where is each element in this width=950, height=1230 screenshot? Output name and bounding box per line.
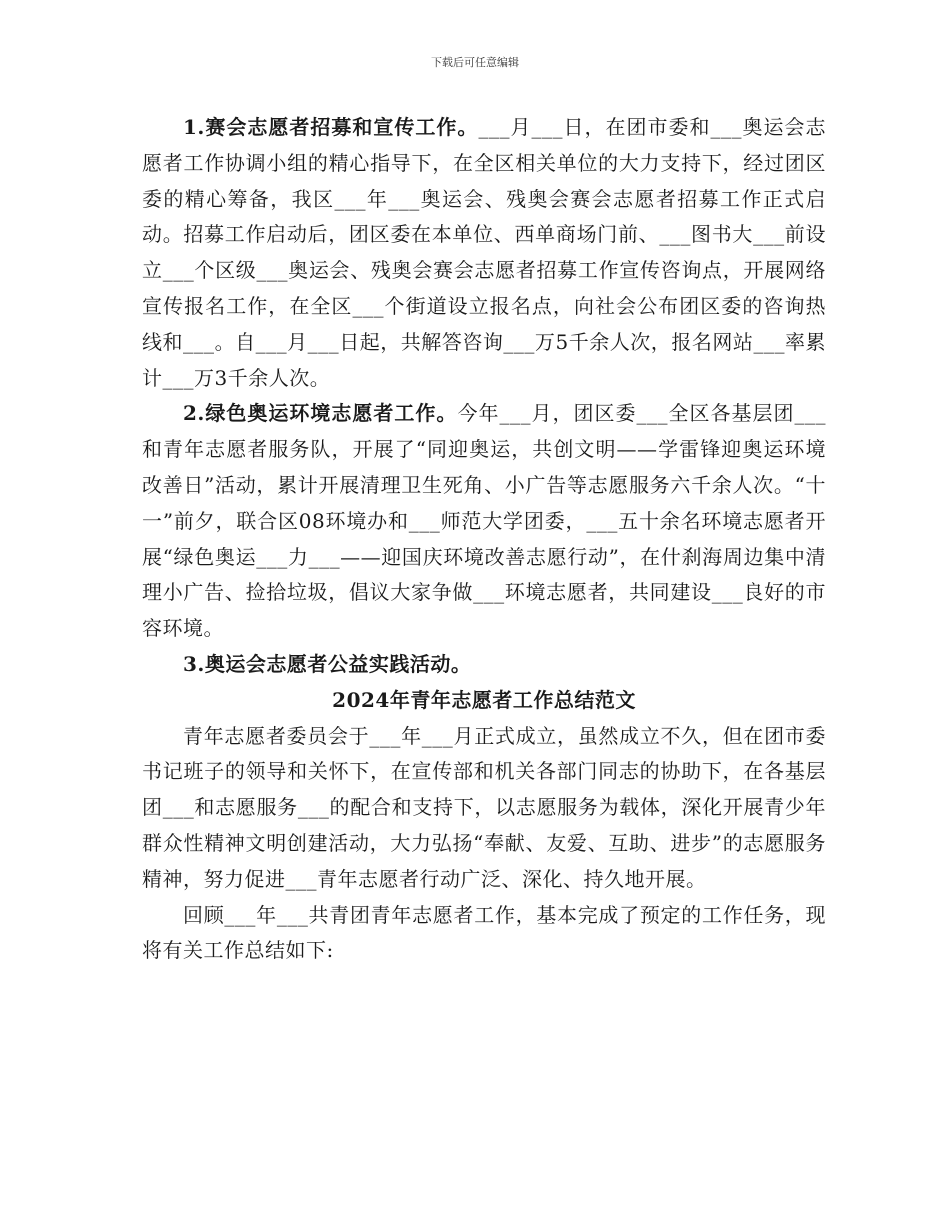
paragraph-text: 今年___月，团区委___全区各基层团___和青年志愿者服务队，开展了“同迎奥运，共创文明——学雷锋迎奥运环境改善日”活动，累计开展清理卫生死角、小广告等志愿服务六千余人次。“十一”前夕，联合区08环境办和___师范大学团委，___五十余名环境志愿者开展“绿色奥运___力___——迎国庆环境改善志愿行动”，在什刹海周边集中清理小广告、捡拾垃圾，倡议大家争做___环境志愿者，共同建设___良好的市容环境。 (142, 401, 826, 641)
paragraph-heading: 1.赛会志愿者招募和宣传工作。 (183, 115, 479, 139)
paragraph-public-practice (142, 647, 826, 683)
paragraph-text: ___月___日，在团市委和___奥运会志愿者工作协调小组的精心指导下，在全区相关单位的大力支持下，经过团区委的精心筹备，我区___年___奥运会、残奥会赛会志愿者招募工作正式启动。招募工作启动后，团区委在本单位、西单商场门前、___图书大___前设立___个区级___奥运会、残奥会赛会志愿者招募工作宣传咨询点，开展网络宣传报名工作，在全区___个街道设立报名点，向社会公布团区委的咨询热线和___。自___月___日起，共解答咨询___万5千余人次，报名网站___率累计___万3千余人次。 (142, 115, 826, 390)
paragraph-intro: 青年志愿者委员会于___年___月正式成立，虽然成立不久，但在团市委书记班子的领导和关怀下，在宣传部和机关各部门同志的协助下，在各基层团___和志愿服务___的配合和支持下，以志愿服务为载体，深化开展青少年群众性精神文明创建活动，大力弘扬“奉献、友爱、互助、进步”的志愿服务精神，努力促进___青年志愿者行动广泛、深化、持久地开展。 (142, 723, 826, 891)
paragraph-heading: 2.绿色奥运环境志愿者工作。 (183, 401, 458, 426)
paragraph-environment (142, 396, 826, 647)
page-header-note: 下载后可任意编辑 (431, 56, 519, 69)
paragraph-review: 回顾___年___共青团青年志愿者工作，基本完成了预定的工作任务，现将有关工作总结如下: (142, 902, 826, 963)
paragraph-heading: 3.奥运会志愿者公益实践活动。 (183, 651, 472, 676)
document-body (142, 110, 826, 969)
paragraph-recruitment (142, 110, 826, 396)
document-title: 2024年青年志愿者工作总结范文 (332, 687, 636, 712)
